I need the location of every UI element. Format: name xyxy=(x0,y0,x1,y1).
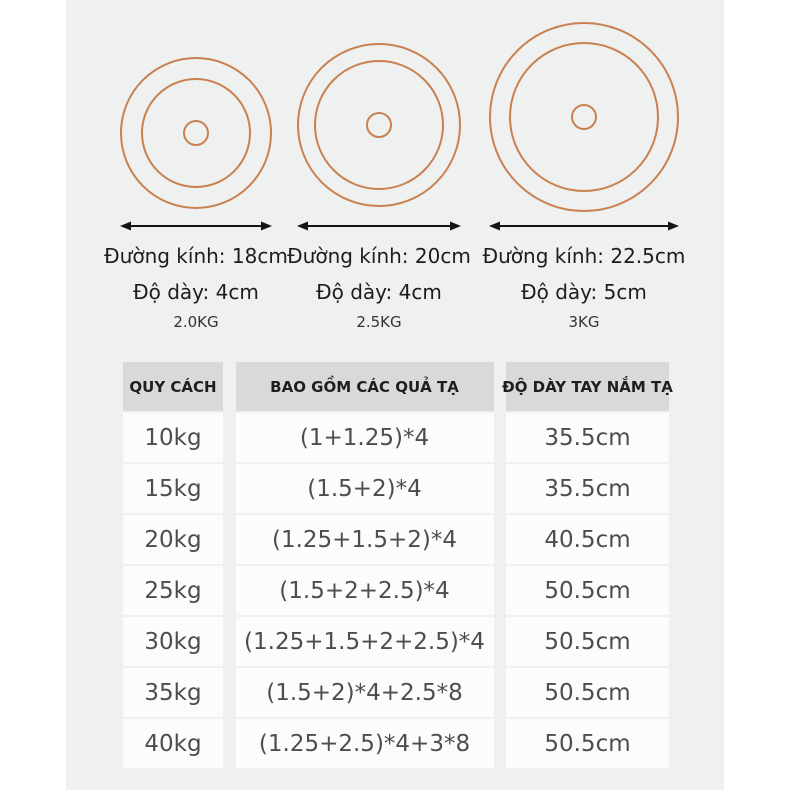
table-cell-plates: (1.25+1.5+2+2.5)*4 xyxy=(236,617,494,666)
table-cell-handle: 50.5cm xyxy=(506,668,669,717)
table-header-bao-gom: BAO GỒM CÁC QUẢ TẠ xyxy=(236,362,494,411)
table-header-do-day: ĐỘ DÀY TAY NẮM TẠ xyxy=(506,362,669,411)
table-header-quy-cach: QUY CÁCH xyxy=(123,362,223,411)
plate-hub-hole xyxy=(571,104,597,130)
table-cell-weight: 40kg xyxy=(123,719,223,768)
table-cell-handle: 35.5cm xyxy=(506,464,669,513)
plate-hub-hole xyxy=(366,112,392,138)
table-cell-handle: 50.5cm xyxy=(506,719,669,768)
infographic-canvas xyxy=(66,0,724,790)
table-cell-handle: 50.5cm xyxy=(506,617,669,666)
table-cell-weight: 20kg xyxy=(123,515,223,564)
weight-label: 3KG xyxy=(568,313,600,331)
table-cell-plates: (1.5+2)*4+2.5*8 xyxy=(236,668,494,717)
plate-hub-hole xyxy=(183,120,209,146)
diameter-arrow-icon xyxy=(489,220,679,232)
table-cell-plates: (1+1.25)*4 xyxy=(236,413,494,462)
table-cell-handle: 35.5cm xyxy=(506,413,669,462)
diameter-arrow-icon xyxy=(120,220,272,232)
thickness-label: Độ dày: 4cm xyxy=(133,280,259,304)
thickness-label: Độ dày: 5cm xyxy=(521,280,647,304)
table-cell-plates: (1.5+2)*4 xyxy=(236,464,494,513)
table-cell-weight: 25kg xyxy=(123,566,223,615)
table-cell-handle: 40.5cm xyxy=(506,515,669,564)
weight-label: 2.0KG xyxy=(173,313,219,331)
plate-spec-3 xyxy=(464,0,704,340)
diameter-label: Đường kính: 18cm xyxy=(104,244,288,268)
table-cell-plates: (1.25+2.5)*4+3*8 xyxy=(236,719,494,768)
diameter-arrow-icon xyxy=(297,220,461,232)
table-cell-weight: 15kg xyxy=(123,464,223,513)
table-cell-weight: 30kg xyxy=(123,617,223,666)
diameter-label: Đường kính: 20cm xyxy=(287,244,471,268)
thickness-label: Độ dày: 4cm xyxy=(316,280,442,304)
table-cell-weight: 35kg xyxy=(123,668,223,717)
table-cell-weight: 10kg xyxy=(123,413,223,462)
table-cell-plates: (1.5+2+2.5)*4 xyxy=(236,566,494,615)
table-cell-handle: 50.5cm xyxy=(506,566,669,615)
table-cell-plates: (1.25+1.5+2)*4 xyxy=(236,515,494,564)
diameter-label: Đường kính: 22.5cm xyxy=(482,244,686,268)
spec-table xyxy=(123,362,673,768)
plate-spec-2 xyxy=(259,0,499,340)
weight-label: 2.5KG xyxy=(356,313,402,331)
